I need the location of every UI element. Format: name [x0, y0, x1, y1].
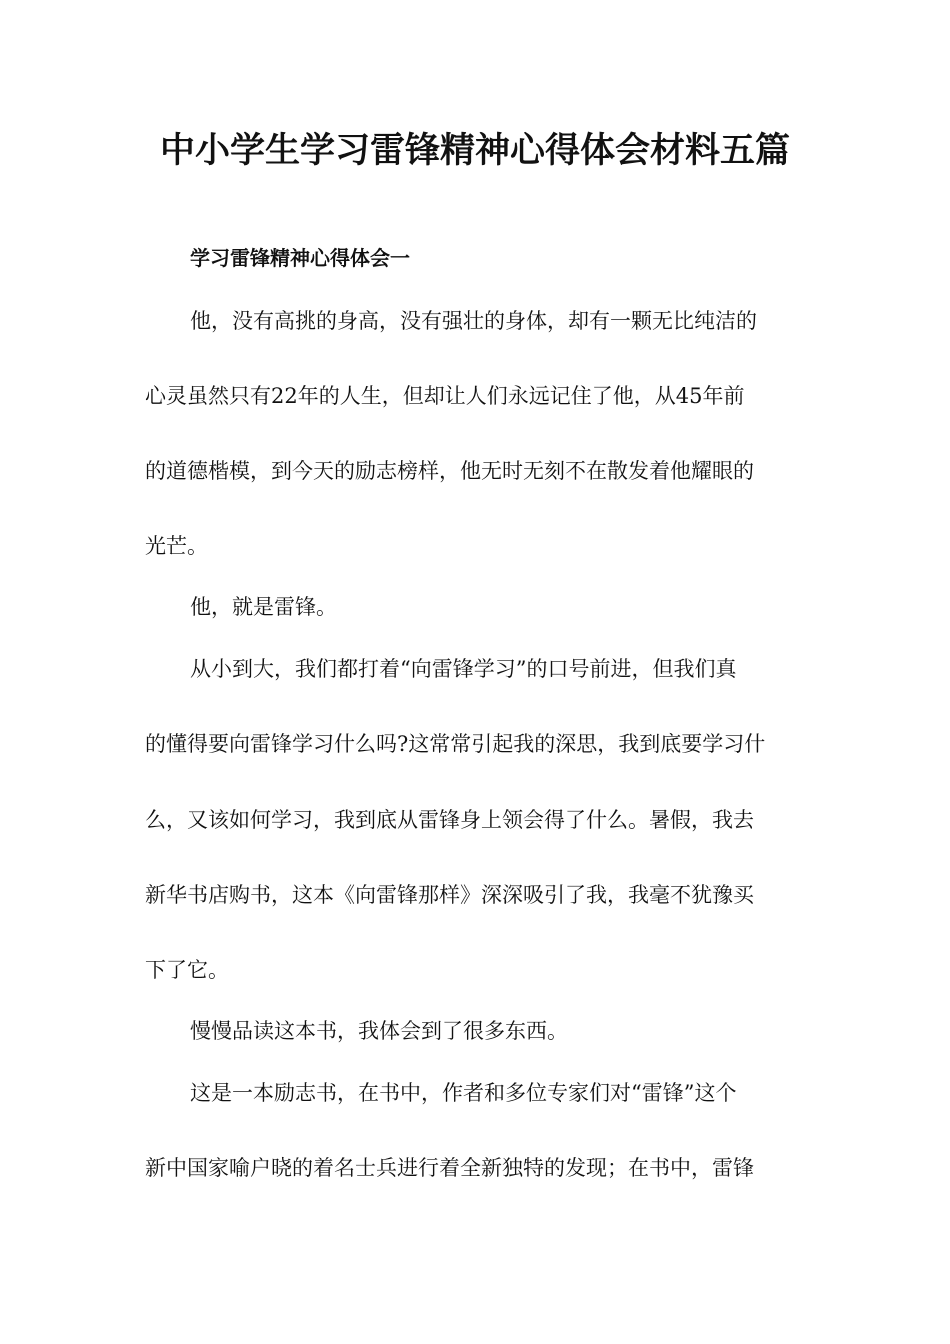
- paragraph-line: 新中国家喻户晓的着名士兵进行着全新独特的发现；在书中，雷锋: [145, 1156, 754, 1180]
- paragraph-line: 的道德楷模，到今天的励志榜样，他无时无刻不在散发着他耀眼的: [145, 459, 754, 483]
- paragraph-line: 的懂得要向雷锋学习什么吗?这常常引起我的深思，我到底要学习什: [145, 732, 766, 756]
- paragraph-line: 光芒。: [145, 534, 208, 558]
- paragraph-line: 他，没有高挑的身高，没有强壮的身体，却有一颗无比纯洁的: [190, 309, 757, 333]
- paragraph-line: 他，就是雷锋。: [190, 595, 337, 619]
- section-heading: 学习雷锋精神心得体会一: [190, 246, 410, 270]
- paragraph-line: 心灵虽然只有22年的人生，但却让人们永远记住了他，从45年前: [145, 384, 745, 408]
- paragraph-line: 慢慢品读这本书，我体会到了很多东西。: [190, 1019, 568, 1043]
- paragraph-line: 这是一本励志书，在书中，作者和多位专家们对“雷锋”这个: [190, 1081, 737, 1105]
- paragraph-line: 下了它。: [145, 958, 229, 982]
- paragraph-line: 么，又该如何学习，我到底从雷锋身上领会得了什么。暑假，我去: [145, 808, 754, 832]
- paragraph-line: 新华书店购书，这本《向雷锋那样》深深吸引了我，我毫不犹豫买: [145, 883, 754, 907]
- paragraph-line: 从小到大，我们都打着“向雷锋学习”的口号前进，但我们真: [190, 657, 737, 681]
- document-title: 中小学生学习雷锋精神心得体会材料五篇: [159, 131, 790, 171]
